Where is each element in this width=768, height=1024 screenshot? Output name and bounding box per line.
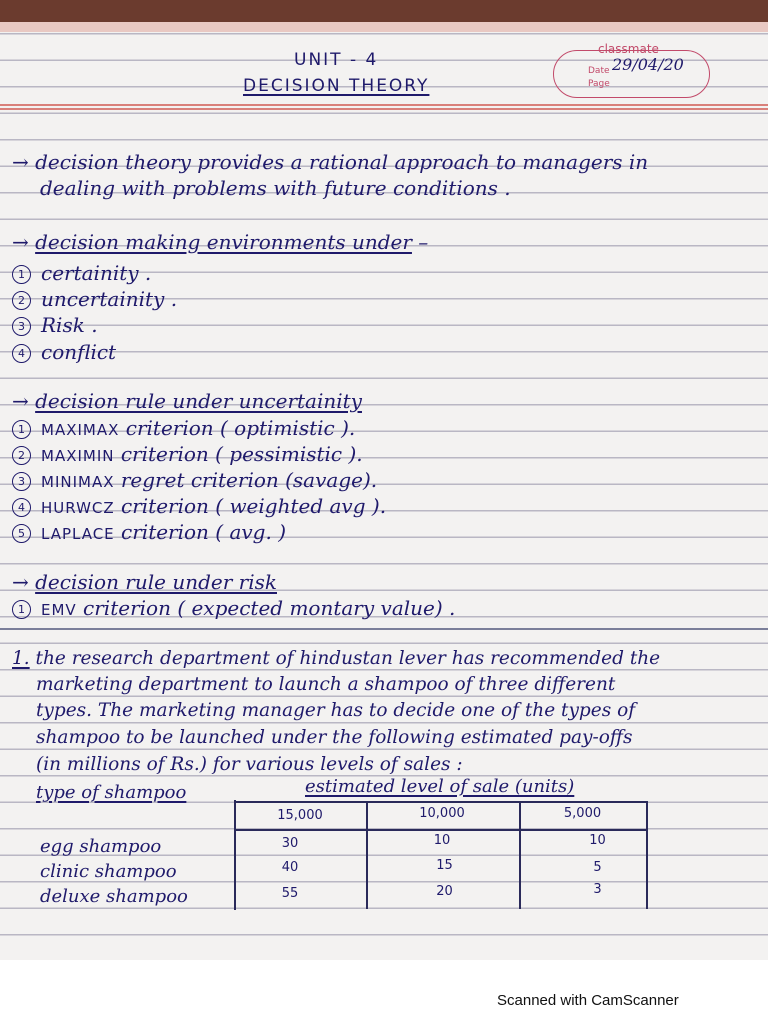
uncertainty-item xyxy=(12,494,386,518)
table-cell: 3 xyxy=(593,882,602,897)
intro-line-1: → decision theory provides a rational approach to managers in xyxy=(12,150,649,174)
table-cell: 10 xyxy=(589,833,606,848)
circled-number-icon: 1 xyxy=(12,265,31,284)
page-top-strip xyxy=(0,22,768,32)
problem-line-2: marketing department to launch a shampoo of three different xyxy=(36,674,616,695)
unit-label: UNIT - 4 xyxy=(294,50,379,70)
section-divider xyxy=(0,628,768,630)
page-title: DECISION THEORY xyxy=(243,76,430,96)
table-column-header: 10,000 xyxy=(419,806,465,821)
problem-text: the research department of hindustan lever has recommended the xyxy=(29,648,661,669)
table-column-header: 5,000 xyxy=(563,806,602,821)
table-border xyxy=(234,801,648,803)
uncertainty-heading-text: decision rule under uncertainity xyxy=(35,389,362,413)
risk-heading xyxy=(12,570,277,594)
arrow-icon: → xyxy=(12,389,29,413)
table-cell: 40 xyxy=(281,860,299,875)
circled-number-icon: 3 xyxy=(12,472,31,491)
environment-item xyxy=(12,287,177,311)
problem-line-5: (in millions of Rs.) for various levels of sales : xyxy=(36,754,463,775)
table-row-label: deluxe shampoo xyxy=(40,886,188,907)
problem-line-1 xyxy=(12,648,660,669)
table-row-label: egg shampoo xyxy=(40,836,162,857)
table-cell: 15 xyxy=(436,858,453,873)
criterion-name: MINIMAX xyxy=(41,473,115,491)
environment-item-text: conflict xyxy=(41,340,117,364)
header-rule-2 xyxy=(0,108,768,110)
criterion-name: MAXIMAX xyxy=(41,421,120,439)
table-border xyxy=(234,800,236,910)
header-rule xyxy=(0,104,768,106)
environment-item-text: Risk . xyxy=(41,313,98,337)
uncertainty-item xyxy=(12,416,355,440)
criterion-text: criterion ( expected montary value) . xyxy=(76,596,456,620)
circled-number-icon: 4 xyxy=(12,498,31,517)
environments-heading xyxy=(12,230,428,254)
table-row-header: type of shampoo xyxy=(36,782,187,803)
problem-line-4: shampoo to be launched under the following estimated pay-offs xyxy=(36,727,633,748)
arrow-icon: → xyxy=(12,570,29,594)
problem-number: 1. xyxy=(12,648,30,669)
table-cell: 20 xyxy=(436,884,453,899)
environment-item xyxy=(12,313,98,337)
circled-number-icon: 3 xyxy=(12,317,31,336)
criterion-text: criterion ( avg. ) xyxy=(114,520,286,544)
circled-number-icon: 1 xyxy=(12,600,31,619)
circled-number-icon: 5 xyxy=(12,524,31,543)
criterion-name: EMV xyxy=(41,601,77,619)
brand-label: classmate xyxy=(598,42,659,56)
table-column-group-header: estimated level of sale (units) xyxy=(305,776,575,797)
uncertainty-item xyxy=(12,520,286,544)
environment-item-text: certainity . xyxy=(41,261,152,285)
page-top-band xyxy=(0,0,768,22)
intro-line-2: dealing with problems with future conditions . xyxy=(40,176,511,200)
problem-line-3: types. The marketing manager has to decide one of the types of xyxy=(36,700,636,721)
environment-item xyxy=(12,340,116,364)
environment-item xyxy=(12,261,151,285)
table-cell: 5 xyxy=(593,860,602,875)
table-cell: 55 xyxy=(281,886,299,901)
date-label: Date xyxy=(588,66,610,76)
circled-number-icon: 2 xyxy=(12,291,31,310)
risk-item xyxy=(12,596,455,620)
table-row-label: clinic shampoo xyxy=(40,861,177,882)
table-cell: 30 xyxy=(281,836,299,851)
uncertainty-heading xyxy=(12,389,362,413)
page-label: Page xyxy=(588,79,610,89)
criterion-text: criterion ( optimistic ). xyxy=(119,416,356,440)
environment-item-text: uncertainity . xyxy=(41,287,178,311)
table-column-header: 15,000 xyxy=(277,808,323,823)
table-cell: 10 xyxy=(433,833,451,848)
criterion-name: HURWCZ xyxy=(41,499,115,517)
criterion-name: LAPLACE xyxy=(41,525,115,543)
arrow-icon: → xyxy=(12,230,29,254)
criterion-text: criterion ( weighted avg ). xyxy=(114,494,387,518)
criterion-name: MAXIMIN xyxy=(41,447,115,465)
circled-number-icon: 4 xyxy=(12,344,31,363)
table-border xyxy=(234,829,648,831)
uncertainty-item xyxy=(12,442,363,466)
circled-number-icon: 2 xyxy=(12,446,31,465)
heading-dash: – xyxy=(411,230,429,254)
risk-heading-text: decision rule under risk xyxy=(35,570,277,594)
circled-number-icon: 1 xyxy=(12,420,31,439)
table-border xyxy=(366,801,368,909)
uncertainty-item xyxy=(12,468,377,492)
table-border xyxy=(519,801,521,909)
date-value: 29/04/20 xyxy=(612,55,684,74)
scanner-watermark: Scanned with CamScanner xyxy=(497,992,679,1009)
environments-heading-text: decision making environments under xyxy=(35,230,412,254)
criterion-text: regret criterion (savage). xyxy=(114,468,378,492)
criterion-text: criterion ( pessimistic ). xyxy=(114,442,363,466)
